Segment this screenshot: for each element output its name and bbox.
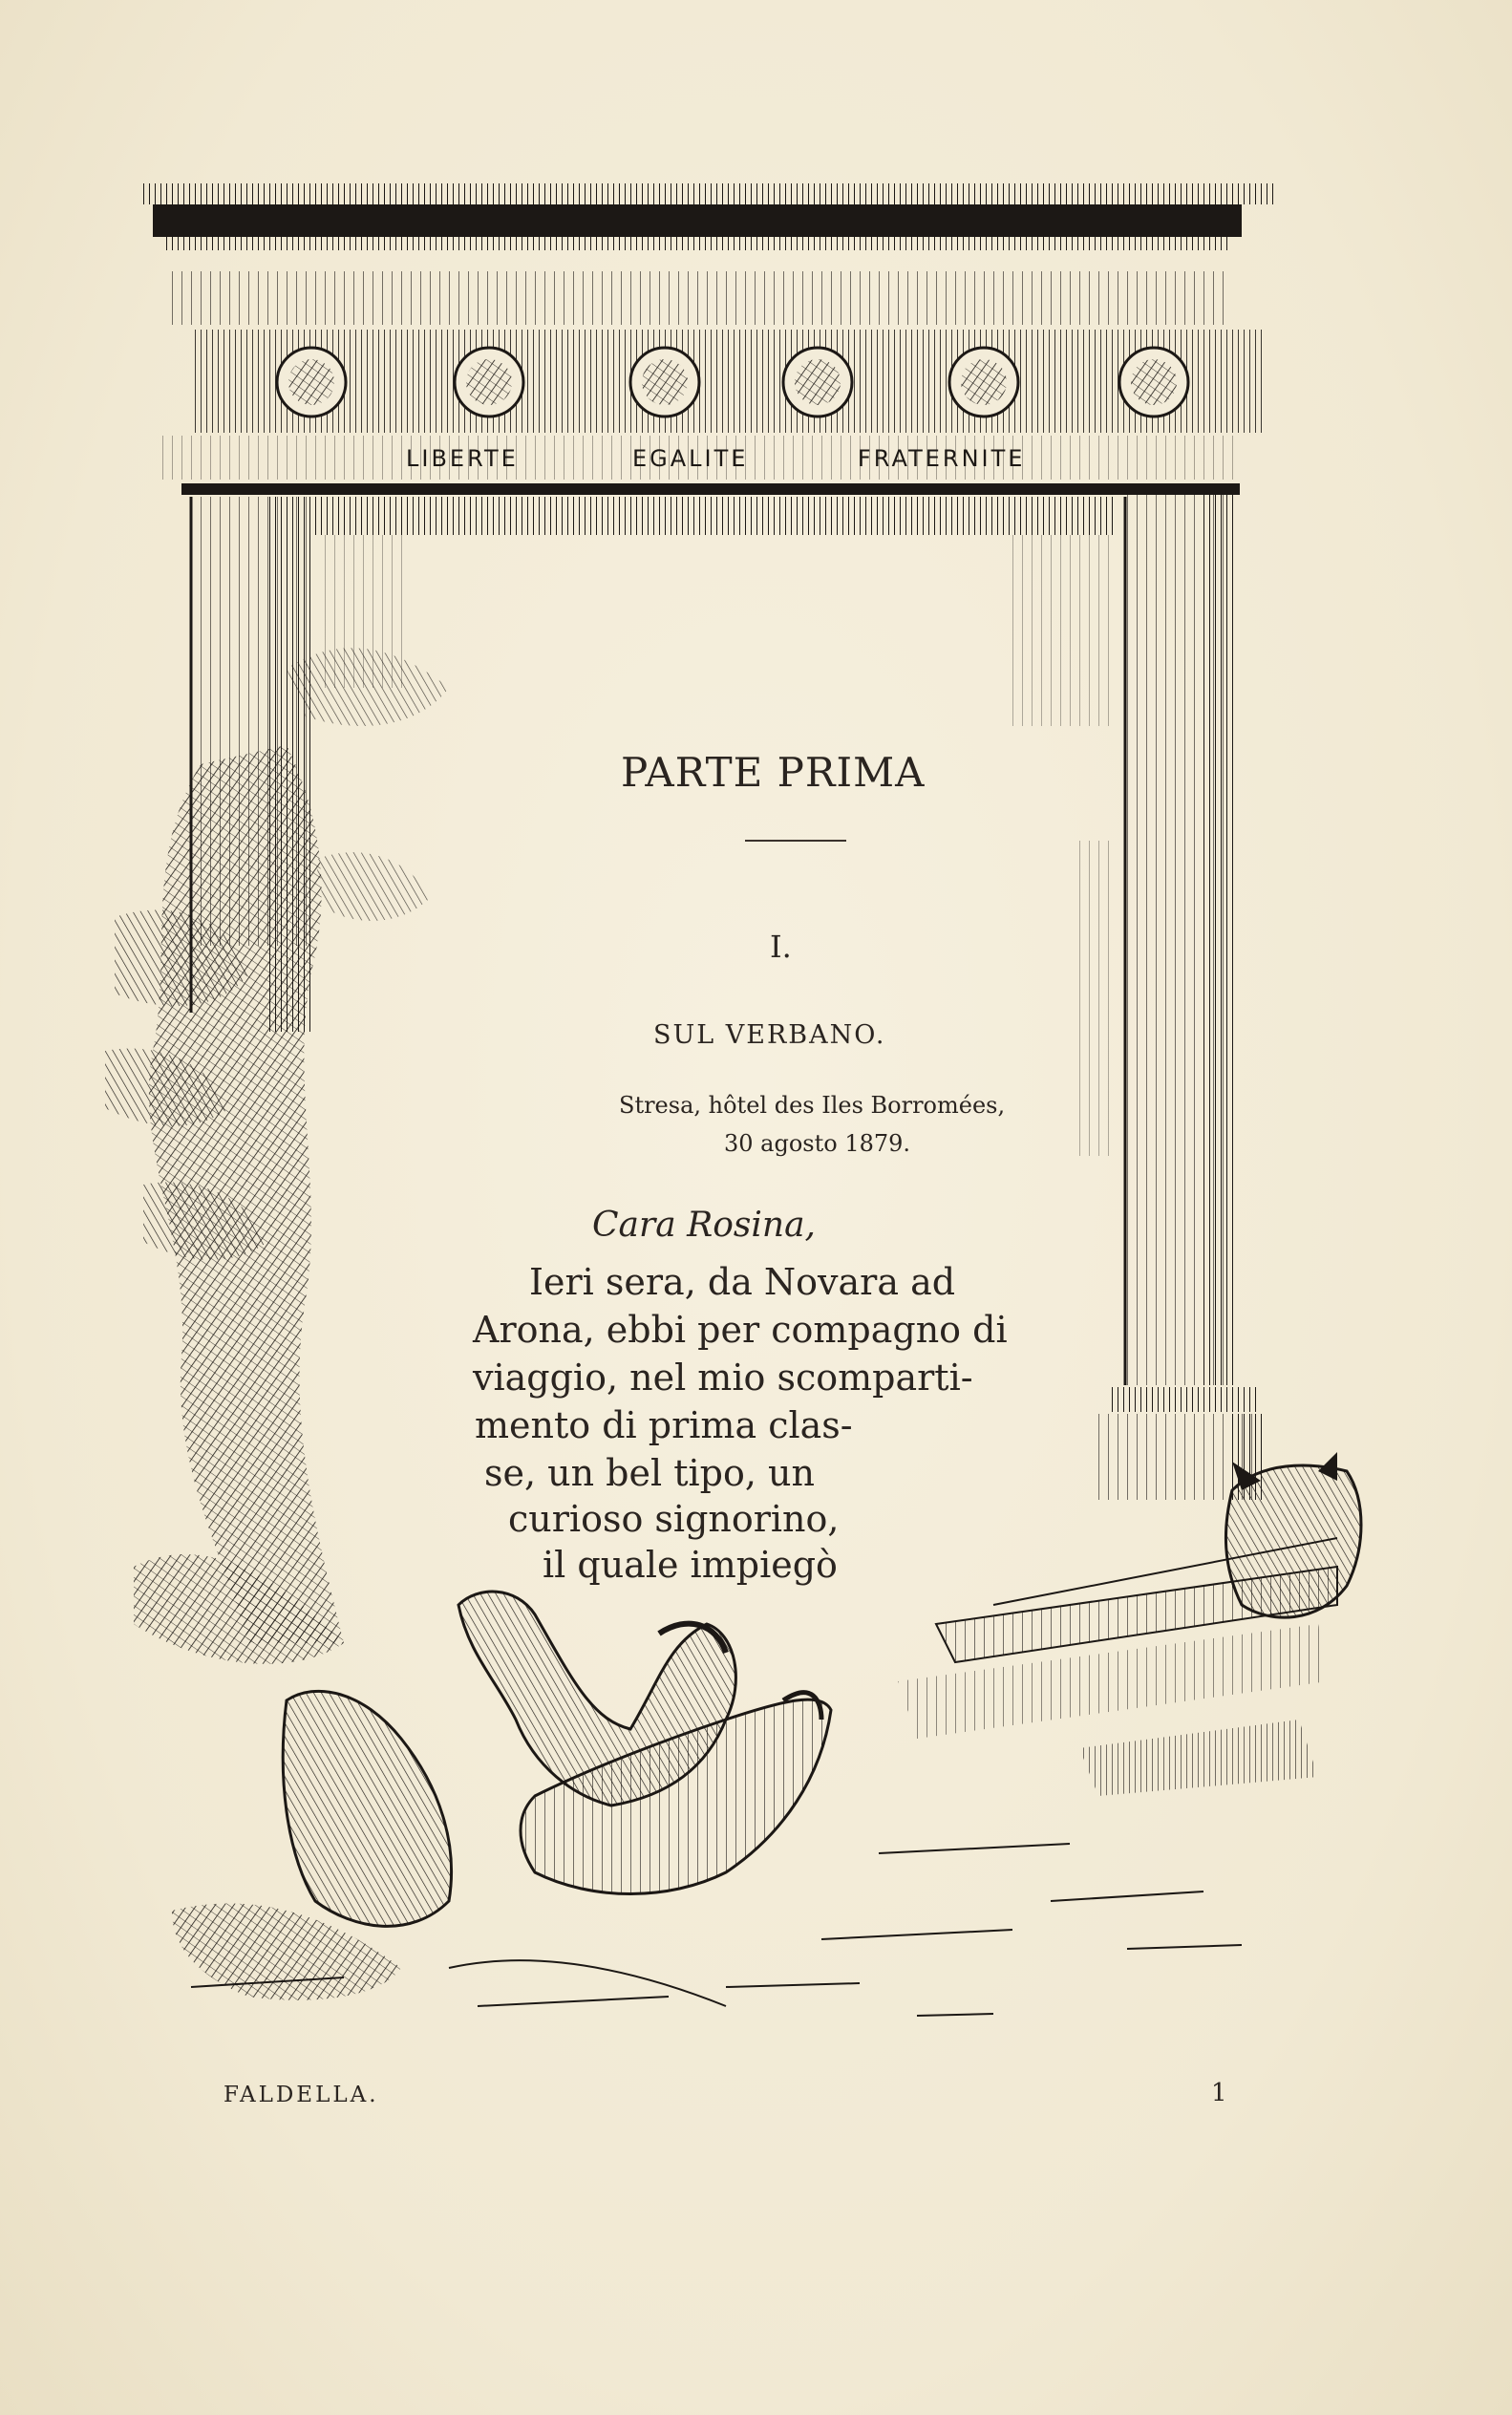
letter-date: 30 agosto 1879. xyxy=(724,1130,911,1157)
body-line: mento di prima clas- xyxy=(475,1404,853,1446)
footer-signature: FALDELLA. xyxy=(224,2083,379,2107)
title-rule xyxy=(745,840,846,842)
right-column xyxy=(1098,487,1267,1500)
chapter-title: SUL VERBANO. xyxy=(653,1020,886,1050)
body-line: se, un bel tipo, un xyxy=(484,1452,815,1494)
body-line: curioso signorino, xyxy=(508,1498,840,1540)
letter-place: Stresa, hôtel des Iles Borromées, xyxy=(619,1092,1006,1119)
part-title: PARTE PRIMA xyxy=(621,749,926,796)
frieze xyxy=(139,183,1274,535)
frieze-word-3: FRATERNITE xyxy=(858,445,1026,472)
letter-salutation: Cara Rosina, xyxy=(592,1206,816,1245)
body-line: Arona, ebbi per compagno di xyxy=(473,1309,1008,1351)
body-line: viaggio, nel mio scomparti- xyxy=(473,1357,973,1399)
frieze-word-1: LIBERTE xyxy=(406,445,519,472)
frieze-word-2: EGALITE xyxy=(632,445,749,472)
vine-foliage xyxy=(105,648,449,1664)
dog-and-steps xyxy=(898,1452,1361,1796)
body-line: Ieri sera, da Novara ad xyxy=(529,1261,956,1303)
chapter-number: I. xyxy=(770,929,792,965)
body-line: il quale impiegò xyxy=(543,1544,838,1586)
footer-sheet-mark: 1 xyxy=(1211,2079,1227,2107)
interior-shading xyxy=(325,535,1118,1156)
